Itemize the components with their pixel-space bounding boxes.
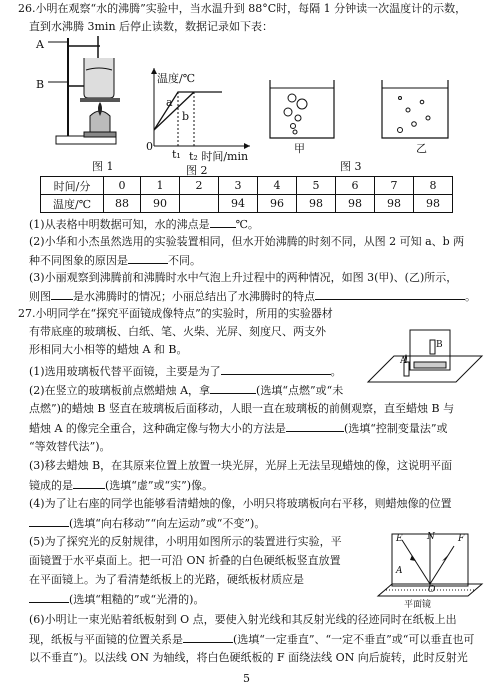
answer-blank[interactable] bbox=[29, 592, 69, 603]
fig2-origin: 0 bbox=[146, 140, 153, 153]
q26-part2a: (2)小华和小杰虽然选用的实验装置相同，但水开始沸腾的时刻不同，从图 2 可知 a、b 两 bbox=[29, 235, 465, 248]
q27-line2: 有带底座的玻璃板、白纸、笔、火柴、光屏、刻度尺、两支外 bbox=[29, 325, 326, 338]
table-cell: 温度/℃ bbox=[41, 195, 104, 213]
q27-part1-end: 。 bbox=[330, 365, 342, 378]
table-row bbox=[41, 195, 453, 213]
q27-part5a: (5)为了探究光的反射规律，小明用如图所示的装置进行实验，平 bbox=[29, 535, 342, 548]
q27-part2c-text: 蜡烛 A 的像完全重合，这种确定像与物大小的方法是 bbox=[29, 422, 286, 435]
answer-blank[interactable] bbox=[51, 289, 73, 300]
q27-part2a-end: (选填“点燃”或“未 bbox=[256, 384, 344, 397]
fig3-label-jia: 甲 bbox=[294, 142, 305, 155]
q26-part2b bbox=[29, 253, 201, 267]
q26-part3b bbox=[29, 289, 476, 303]
fig2-label-b: b bbox=[182, 110, 190, 123]
q27-part2c bbox=[29, 421, 447, 435]
answer-blank[interactable] bbox=[210, 217, 236, 228]
table-cell: 88 bbox=[104, 195, 141, 213]
q27-part5d-end: (选填“粗糙的”或“光滑的)。 bbox=[69, 593, 205, 606]
q26-part1 bbox=[29, 217, 259, 231]
fig2-caption: 图 2 bbox=[186, 164, 208, 177]
q26-part3b-text: 则图 bbox=[29, 290, 51, 303]
q27-part2a-text: (2)在竖立的玻璃板前点燃蜡烛 A，拿 bbox=[29, 384, 211, 397]
fig1-label-a: A bbox=[36, 38, 44, 51]
q26-part3b-mid: 是水沸腾时的情况；小丽总结出了水沸腾时的特点 bbox=[73, 290, 315, 303]
q27-part6a: (6)小明让一束光贴着纸板射到 O 点，要使入射光线和其反射光线的径迹同时在纸板上出 bbox=[29, 613, 457, 626]
q26-part3a: (3)小丽观察到沸腾前和沸腾时水中气泡上升过程中的两种情况，如图 3(甲)、(乙)所示， bbox=[29, 271, 458, 284]
fig3-caption: 图 3 bbox=[340, 160, 362, 173]
fig-reflection-caption: 平面镜 bbox=[404, 600, 432, 610]
q27-part6b bbox=[29, 632, 474, 646]
table-cell: 时间/分 bbox=[41, 177, 104, 195]
table-cell: 0 bbox=[104, 177, 141, 195]
fig-mirror-candles bbox=[364, 326, 484, 388]
answer-blank[interactable] bbox=[221, 364, 331, 375]
q27-part3b-text: 镜成的是 bbox=[29, 479, 73, 492]
q26-part1-text: (1)从表格中明数据可知，水的沸点是 bbox=[29, 218, 210, 231]
table-cell: 7 bbox=[375, 177, 414, 195]
q27-line1: 27.小明同学在“探究平面镜成像特点”的实验时，所用的实验器材 bbox=[18, 307, 333, 320]
q27-part2c-end: (选填“控制变量法”或 bbox=[343, 422, 448, 435]
fig-candle-label-a: A bbox=[400, 356, 407, 366]
answer-blank[interactable] bbox=[29, 516, 69, 527]
answer-blank[interactable] bbox=[73, 478, 105, 489]
q27-part3b-end: (选填“虚”或“实”)像。 bbox=[105, 479, 214, 492]
q27-part6c: 以不垂直”)。以法线 ON 为轴线，将白色硬纸板的 F 面绕法线 ON 向后旋转，此时反射光 bbox=[29, 651, 468, 664]
q26-data-table bbox=[40, 176, 453, 213]
q27-part3b bbox=[29, 478, 213, 492]
table-cell: 2 bbox=[180, 177, 219, 195]
q27-part4b bbox=[29, 516, 265, 530]
fig3-label-yi: 乙 bbox=[416, 142, 427, 155]
q27-line3: 形相同大小相等的蜡烛 A 和 B。 bbox=[29, 343, 188, 356]
table-cell: 94 bbox=[219, 195, 258, 213]
table-cell: 98 bbox=[375, 195, 414, 213]
q27-part4b-end: (选填“向右移动”“向左运动”或“不变”)。 bbox=[69, 517, 266, 530]
q27-part6b-text: 现，纸板与平面镜的位置关系是 bbox=[29, 633, 183, 646]
table-cell: 98 bbox=[297, 195, 336, 213]
answer-blank[interactable] bbox=[210, 383, 256, 394]
q26-line2: 直到水沸腾 3min 后停止读数，数据记录如下表： bbox=[29, 20, 274, 33]
table-cell: 5 bbox=[297, 177, 336, 195]
table-cell: 96 bbox=[258, 195, 297, 213]
fig1-apparatus bbox=[48, 36, 138, 160]
fig-reflection-e: E bbox=[396, 534, 403, 544]
table-row bbox=[41, 177, 453, 195]
answer-blank[interactable] bbox=[315, 289, 465, 300]
table-cell: 3 bbox=[219, 177, 258, 195]
fig2-t1: t₁ bbox=[172, 148, 181, 161]
q26-part3b-end: 。 bbox=[465, 290, 476, 303]
table-cell: 98 bbox=[336, 195, 375, 213]
q27-part1-text: (1)选用玻璃板代替平面镜，主要是为了 bbox=[29, 365, 221, 378]
fig-reflection-a: A bbox=[396, 566, 403, 576]
table-cell: 4 bbox=[258, 177, 297, 195]
answer-blank[interactable] bbox=[286, 421, 344, 432]
page-number: 5 bbox=[243, 672, 250, 685]
q27-part4a: (4)为了让右座的同学也能够看清蜡烛的像，小明只将玻璃板向右平移，则蜡烛像的位置 bbox=[29, 497, 452, 510]
q27-part3a: (3)移去蜡烛 B，在其原来位置上放置一块光屏，光屏上无法呈现蜡烛的像，这说明平面 bbox=[29, 459, 453, 472]
table-cell: 8 bbox=[414, 177, 453, 195]
answer-blank[interactable] bbox=[128, 253, 168, 264]
q27-part5b: 面镜置于水平桌面上。把一可沿 ON 折叠的白色硬纸板竖直放置 bbox=[29, 554, 341, 567]
q27-part5c: 在平面镜上。为了看清楚纸板上的光路，硬纸板材质应是 bbox=[29, 573, 304, 586]
fig2-ylabel: 温度/℃ bbox=[157, 72, 196, 85]
q27-part6b-end: (选填“一定垂直”、“一定不垂直”或“可以垂直也可 bbox=[233, 633, 475, 646]
table-cell: 90 bbox=[141, 195, 180, 213]
table-cell: 1 bbox=[141, 177, 180, 195]
fig1-caption: 图 1 bbox=[92, 160, 114, 173]
q26-part2b-end: 不同。 bbox=[168, 254, 201, 267]
fig2-xlabel: t₂ 时间/min bbox=[189, 150, 249, 163]
answer-blank[interactable] bbox=[183, 632, 233, 643]
q27-part2d: “等效替代法”)。 bbox=[29, 440, 111, 453]
q27-part5d bbox=[29, 592, 204, 606]
fig-candle-label-b: B bbox=[436, 340, 443, 350]
q27-part1 bbox=[29, 364, 342, 378]
table-cell: 98 bbox=[414, 195, 453, 213]
q27-part2b: 点燃”)的蜡烛 B 竖直在玻璃板后面移动，人眼一直在玻璃板的前侧观察，直至蜡烛 B 与 bbox=[29, 402, 455, 415]
q26-line1: 26.小明在观察“水的沸腾”实验中，当水温升到 88°C时，每隔 1 分钟读一次温度计的示数， bbox=[18, 2, 467, 15]
q26-part2b-text: 种不同图象的原因是 bbox=[29, 254, 128, 267]
fig-reflection-f: F bbox=[458, 534, 465, 544]
fig2-label-a: a bbox=[166, 96, 173, 109]
table-cell: 6 bbox=[336, 177, 375, 195]
q27-part2a bbox=[29, 383, 343, 397]
fig-reflection-n: N bbox=[427, 532, 435, 542]
fig1-label-b: B bbox=[36, 78, 45, 91]
table-cell bbox=[180, 195, 219, 213]
fig3-beakers bbox=[262, 76, 482, 146]
q26-part1-unit: ℃。 bbox=[235, 218, 259, 231]
fig-reflection-o: O bbox=[428, 585, 436, 595]
